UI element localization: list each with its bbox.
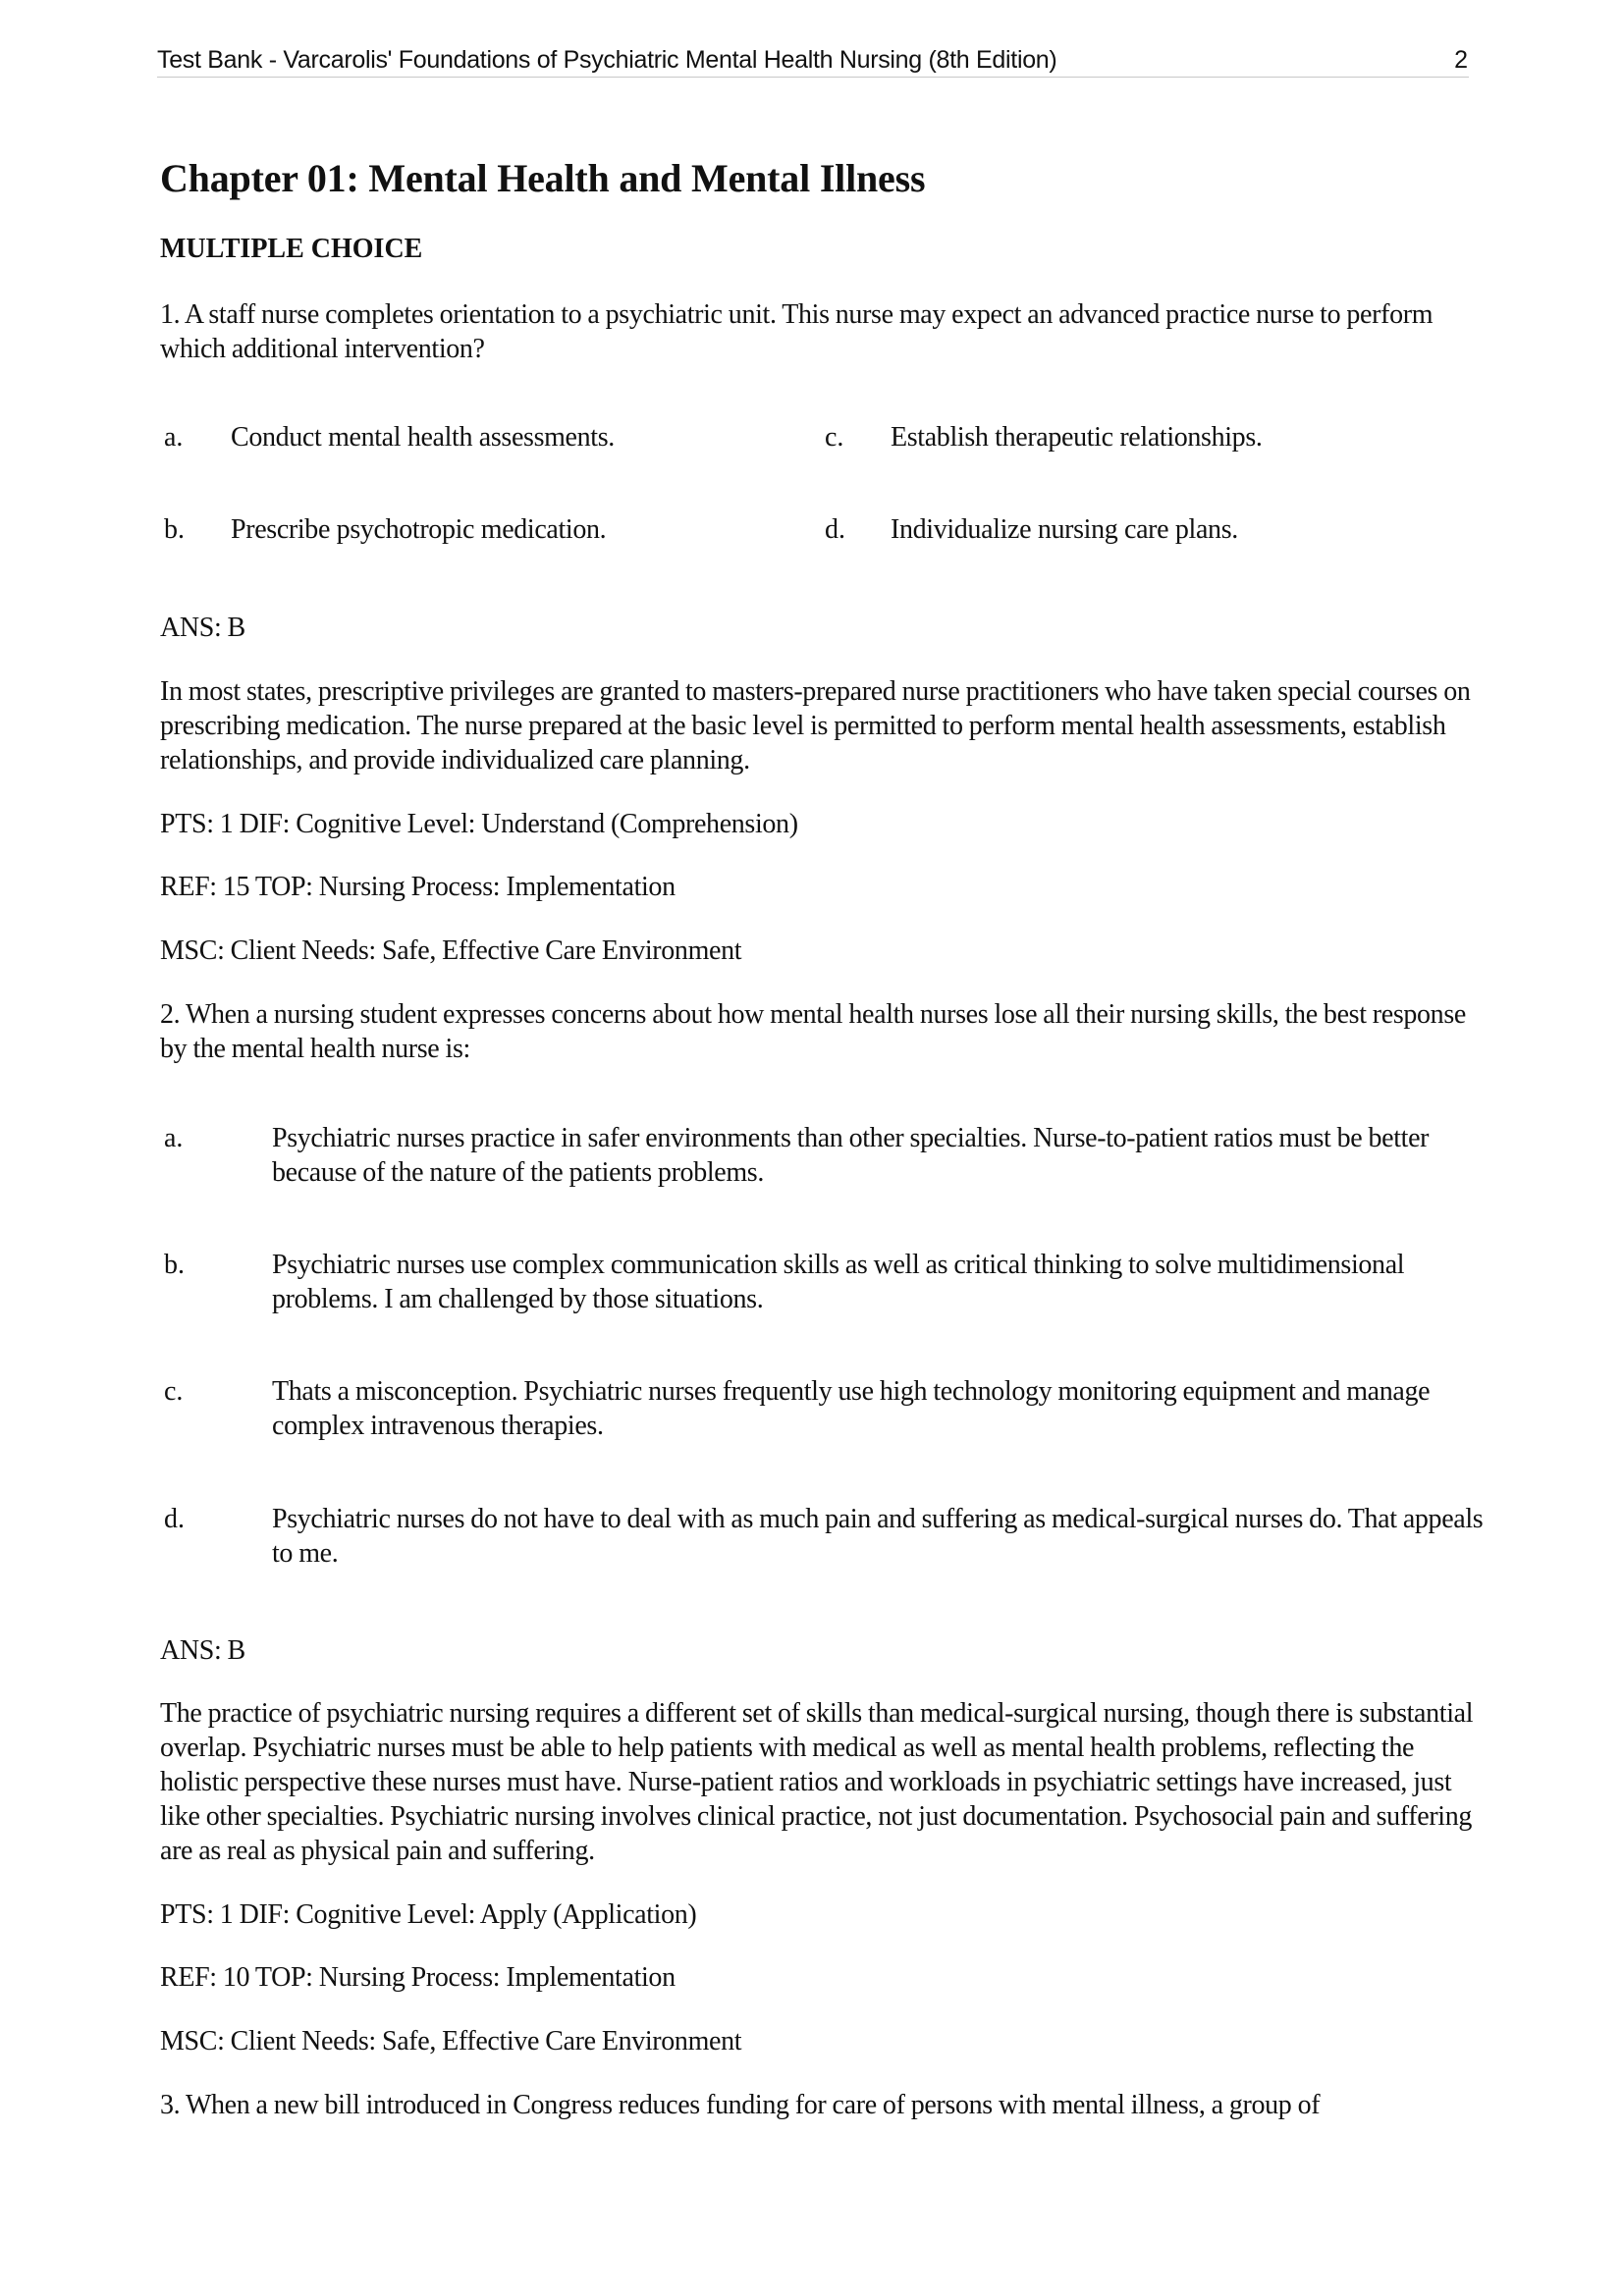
question-2-option-c-letter: c.: [164, 1376, 184, 1407]
page-number: 2: [1454, 46, 1468, 74]
question-2-option-b-letter: b.: [164, 1250, 185, 1280]
question-2-answer: ANS: B: [160, 1635, 245, 1666]
question-1-ref-top: REF: 15 TOP: Nursing Process: Implementation: [160, 872, 676, 902]
question-1-pts-dif: PTS: 1 DIF: Cognitive Level: Understand (Comprehension): [160, 809, 798, 839]
question-2-option-c-text: Thats a misconception. Psychiatric nurses frequently use high technology monitoring equipment and manage complex intravenous therapies.: [272, 1376, 1431, 1441]
question-2-option-d-letter: d.: [164, 1504, 185, 1534]
question-1-option-b-letter: b.: [164, 514, 185, 545]
section-heading: MULTIPLE CHOICE: [160, 234, 423, 264]
question-2-rationale: The practice of psychiatric nursing requires a different set of skills than medical-surgical nursing, though there is substantial overlap. Psychiatric nurses must be able to help patients with medical as well as mental health problems, reflecting the holistic perspective these nurses must have. Nurse-patient ratios and workloads in psychiatric settings have increased, just like other specialties. Psychiatric nursing involves clinical practice, not just documentation. Psychosocial pain and suffering are as real as physical pain and suffering.: [160, 1698, 1474, 1866]
question-2-pts-dif: PTS: 1 DIF: Cognitive Level: Apply (Application): [160, 1899, 697, 1930]
question-2-option-d-text: Psychiatric nurses do not have to deal with as much pain and suffering as medical-surgical nurses do. That appeals to me.: [272, 1504, 1484, 1569]
header-title: Test Bank - Varcarolis' Foundations of Psychiatric Mental Health Nursing (8th Edition): [157, 46, 1057, 74]
question-1-option-a-letter: a.: [164, 422, 184, 453]
question-1-stem: 1. A staff nurse completes orientation to a psychiatric unit. This nurse may expect an advanced practice nurse to perform which additional intervention?: [160, 299, 1434, 364]
question-1-option-c-text: Establish therapeutic relationships.: [891, 422, 1263, 453]
question-2-option-a-text: Psychiatric nurses practice in safer environments than other specialties. Nurse-to-patient ratios must be better because of the nature of the patients problems.: [272, 1123, 1430, 1188]
question-2-stem: 2. When a nursing student expresses concerns about how mental health nurses lose all their nursing skills, the best response by the mental health nurse is:: [160, 999, 1466, 1064]
question-2-option-b-text: Psychiatric nurses use complex communication skills as well as critical thinking to solve multidimensional problems. I am challenged by those situations.: [272, 1250, 1405, 1314]
question-2-option-a-letter: a.: [164, 1123, 184, 1153]
running-header: [157, 44, 1469, 78]
question-1-option-b-text: Prescribe psychotropic medication.: [231, 514, 607, 545]
question-1-option-d-letter: d.: [825, 514, 845, 545]
question-3-stem: 3. When a new bill introduced in Congress reduces funding for care of persons with mental illness, a group of: [160, 2090, 1321, 2120]
question-1-msc: MSC: Client Needs: Safe, Effective Care Environment: [160, 935, 742, 966]
question-1-option-c-letter: c.: [825, 422, 844, 453]
question-2-msc: MSC: Client Needs: Safe, Effective Care Environment: [160, 2026, 742, 2056]
chapter-title: Chapter 01: Mental Health and Mental Illness: [160, 156, 926, 200]
question-1-option-a-text: Conduct mental health assessments.: [231, 422, 615, 453]
question-1-option-d-text: Individualize nursing care plans.: [891, 514, 1238, 545]
question-2-ref-top: REF: 10 TOP: Nursing Process: Implementation: [160, 1962, 676, 1993]
question-1-answer: ANS: B: [160, 613, 245, 643]
question-1-rationale: In most states, prescriptive privileges are granted to masters-prepared nurse practitioners who have taken special courses on prescribing medication. The nurse prepared at the basic level is permitted to perform mental health assessments, establish relationships, and provide individualized care planning.: [160, 676, 1471, 775]
